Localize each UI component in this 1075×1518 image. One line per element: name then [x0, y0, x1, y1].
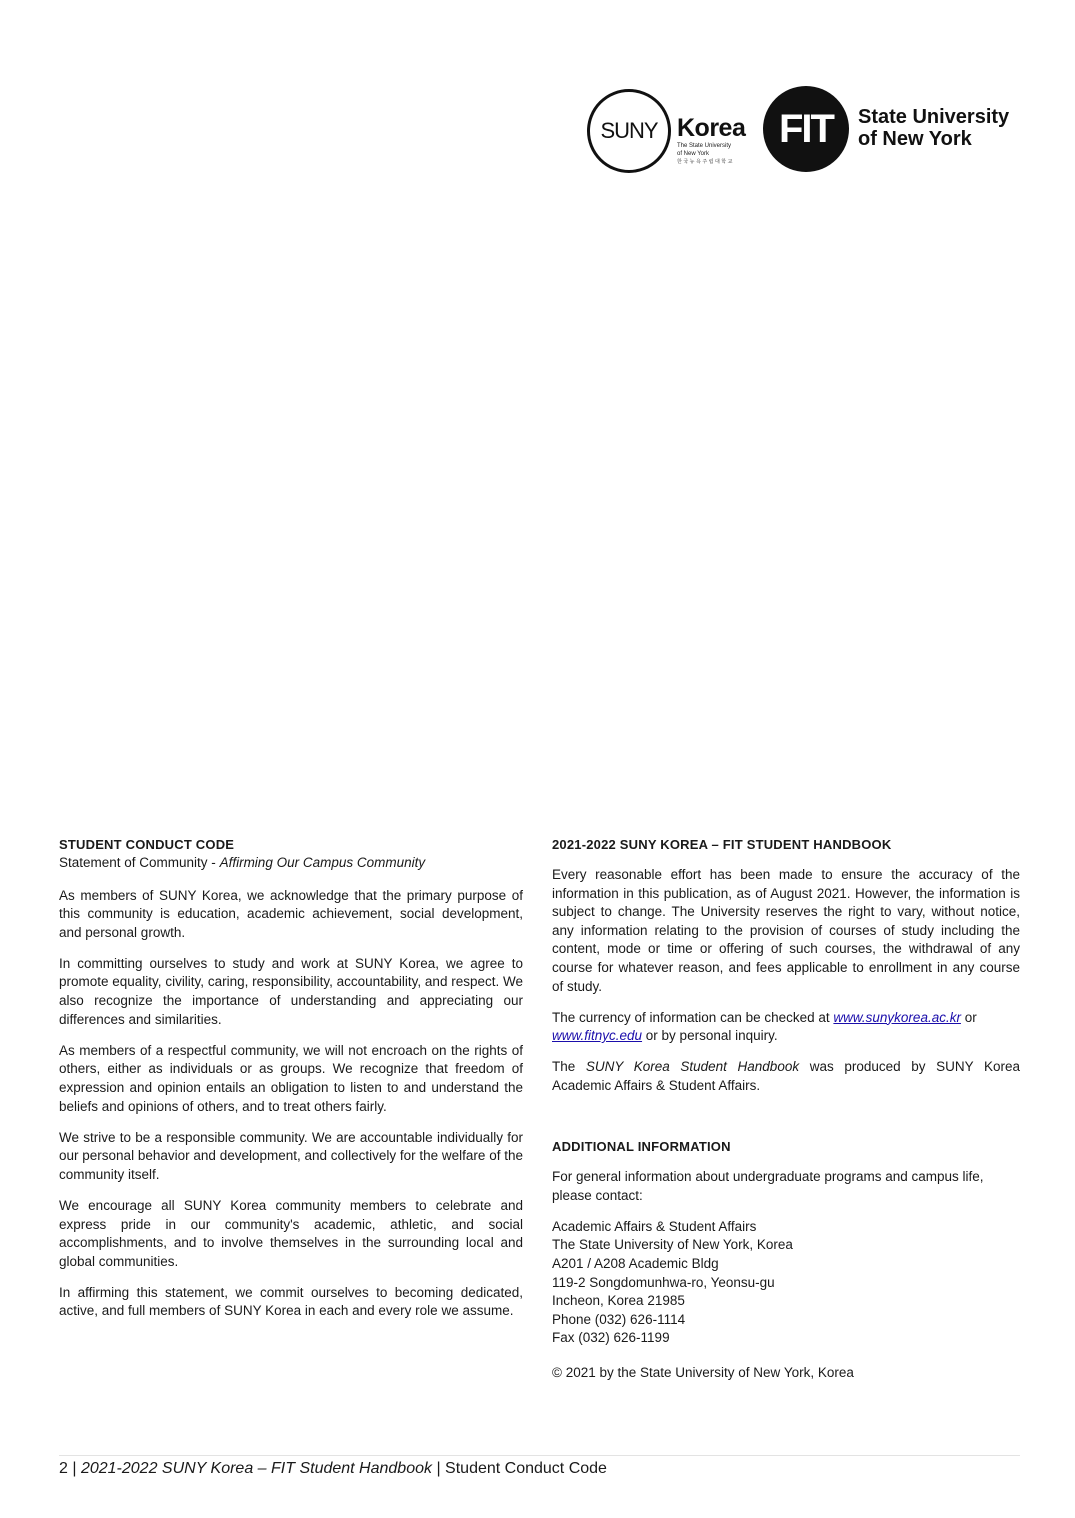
footer-separator: | [432, 1460, 446, 1477]
footer-section-name: Student Conduct Code [445, 1460, 607, 1477]
address-line: A201 / A208 Academic Bldg [552, 1255, 719, 1271]
disclaimer-paragraph: Every reasonable effort has been made to ensure the accuracy of the information in this publication, as of August 2021. However, the information is subject to change. The University reserves the right to vary, without notice, any information relating to the provision of courses of study including the content, mode or time or offering of such courses, the withdrawal of any course for whatever reason, and fees applicable to enrollment in any course of study. [552, 867, 1020, 994]
page-footer [59, 1460, 607, 1478]
korea-korean-name: 한국뉴욕주립대학교 [677, 158, 734, 165]
paragraph: We encourage all SUNY Korea community members to celebrate and express pride in our community's academic, athletic, and social accomplishments, and to involve themselves in the surrounding local and global communities. [59, 1197, 523, 1269]
fit-logo-text: FIT [779, 106, 833, 151]
contact-address [552, 1218, 1020, 1348]
section-subheading [59, 854, 523, 873]
phone-line: Phone (032) 626-1114 [552, 1311, 686, 1327]
paragraph: As members of a respectful community, we will not encroach on the rights of others, either as individuals or as groups. We recognize that freedom of expression and opinion entails an obligation to listen to and understand the beliefs and opinions of others, and to treat others fairly. [59, 1042, 523, 1114]
suny-logo-text: SUNY [600, 118, 658, 143]
paragraph: We strive to be a responsible community. We are accountable individually for our personal behavior and development, and collectively for the welfare of the community itself. [59, 1129, 523, 1182]
copyright-notice: © 2021 by the State University of New York, Korea [552, 1364, 854, 1380]
footer-divider [59, 1455, 1020, 1456]
paragraph: In committing ourselves to study and work at SUNY Korea, we agree to promote equality, civility, caring, responsibility, accountability, and respect. We also recognize the importance of understanding and appreciating our differences and similarities. [59, 955, 523, 1027]
additional-info-heading: ADDITIONAL INFORMATION [552, 1139, 731, 1155]
additional-info-text: For general information about undergraduate programs and campus life, please contact: [552, 1169, 984, 1203]
produced-after: was produced by SUNY Korea Academic Affairs & Student Affairs. [552, 1059, 1020, 1093]
subheading-italic: Affirming Our Campus Community [219, 855, 426, 870]
produced-before: The [552, 1059, 586, 1075]
footer-separator: | [67, 1460, 81, 1477]
page-number: 2 [59, 1460, 68, 1477]
currency-paragraph [552, 1009, 1020, 1046]
footer-handbook-title: 2021-2022 SUNY Korea – FIT Student Handbook [80, 1460, 432, 1477]
student-conduct-code-section [59, 836, 523, 1333]
fit-logo [763, 86, 849, 172]
suny-wordmark-line1: State University [858, 106, 1010, 128]
suny-korea-wordmark [677, 116, 752, 165]
paragraph: In affirming this statement, we commit ourselves to becoming dedicated, active, and full members of SUNY Korea in each and every role we assume. [59, 1284, 523, 1319]
sunykorea-link[interactable]: www.sunykorea.ac.kr [833, 1009, 961, 1025]
paragraph: As members of SUNY Korea, we acknowledge that the primary purpose of this community is education, academic achievement, social development, and personal growth. [59, 887, 523, 940]
handbook-title: SUNY Korea Student Handbook [585, 1059, 800, 1075]
korea-sub-line2: of New York [677, 151, 710, 158]
section-heading: STUDENT CONDUCT CODE [59, 837, 235, 852]
fax-line: Fax (032) 626-1199 [552, 1330, 670, 1346]
fitnyc-link[interactable]: www.fitnyc.edu [552, 1028, 643, 1044]
address-line: Incheon, Korea 21985 [552, 1293, 685, 1309]
header-logos [585, 86, 1025, 176]
suny-wordmark [858, 106, 1009, 150]
korea-sub-line1: The State University [677, 143, 732, 149]
address-line: Academic Affairs & Student Affairs [552, 1218, 757, 1234]
currency-or: or [960, 1009, 977, 1025]
produced-by-paragraph [552, 1058, 1020, 1095]
handbook-info-section [552, 836, 1020, 1382]
handbook-heading: 2021-2022 SUNY KOREA – FIT STUDENT HANDBOOK [552, 837, 892, 852]
address-line: 119-2 Songdomunhwa-ro, Yeonsu-gu [552, 1274, 775, 1290]
suny-wordmark-line2: of New York [858, 128, 972, 150]
korea-word: Korea [677, 114, 746, 142]
currency-after: or by personal inquiry. [642, 1028, 778, 1044]
currency-text: The currency of information can be checked at [552, 1009, 834, 1025]
subheading-plain: Statement of Community - [59, 855, 220, 870]
suny-korea-logo [587, 89, 671, 173]
address-line: The State University of New York, Korea [552, 1237, 793, 1253]
